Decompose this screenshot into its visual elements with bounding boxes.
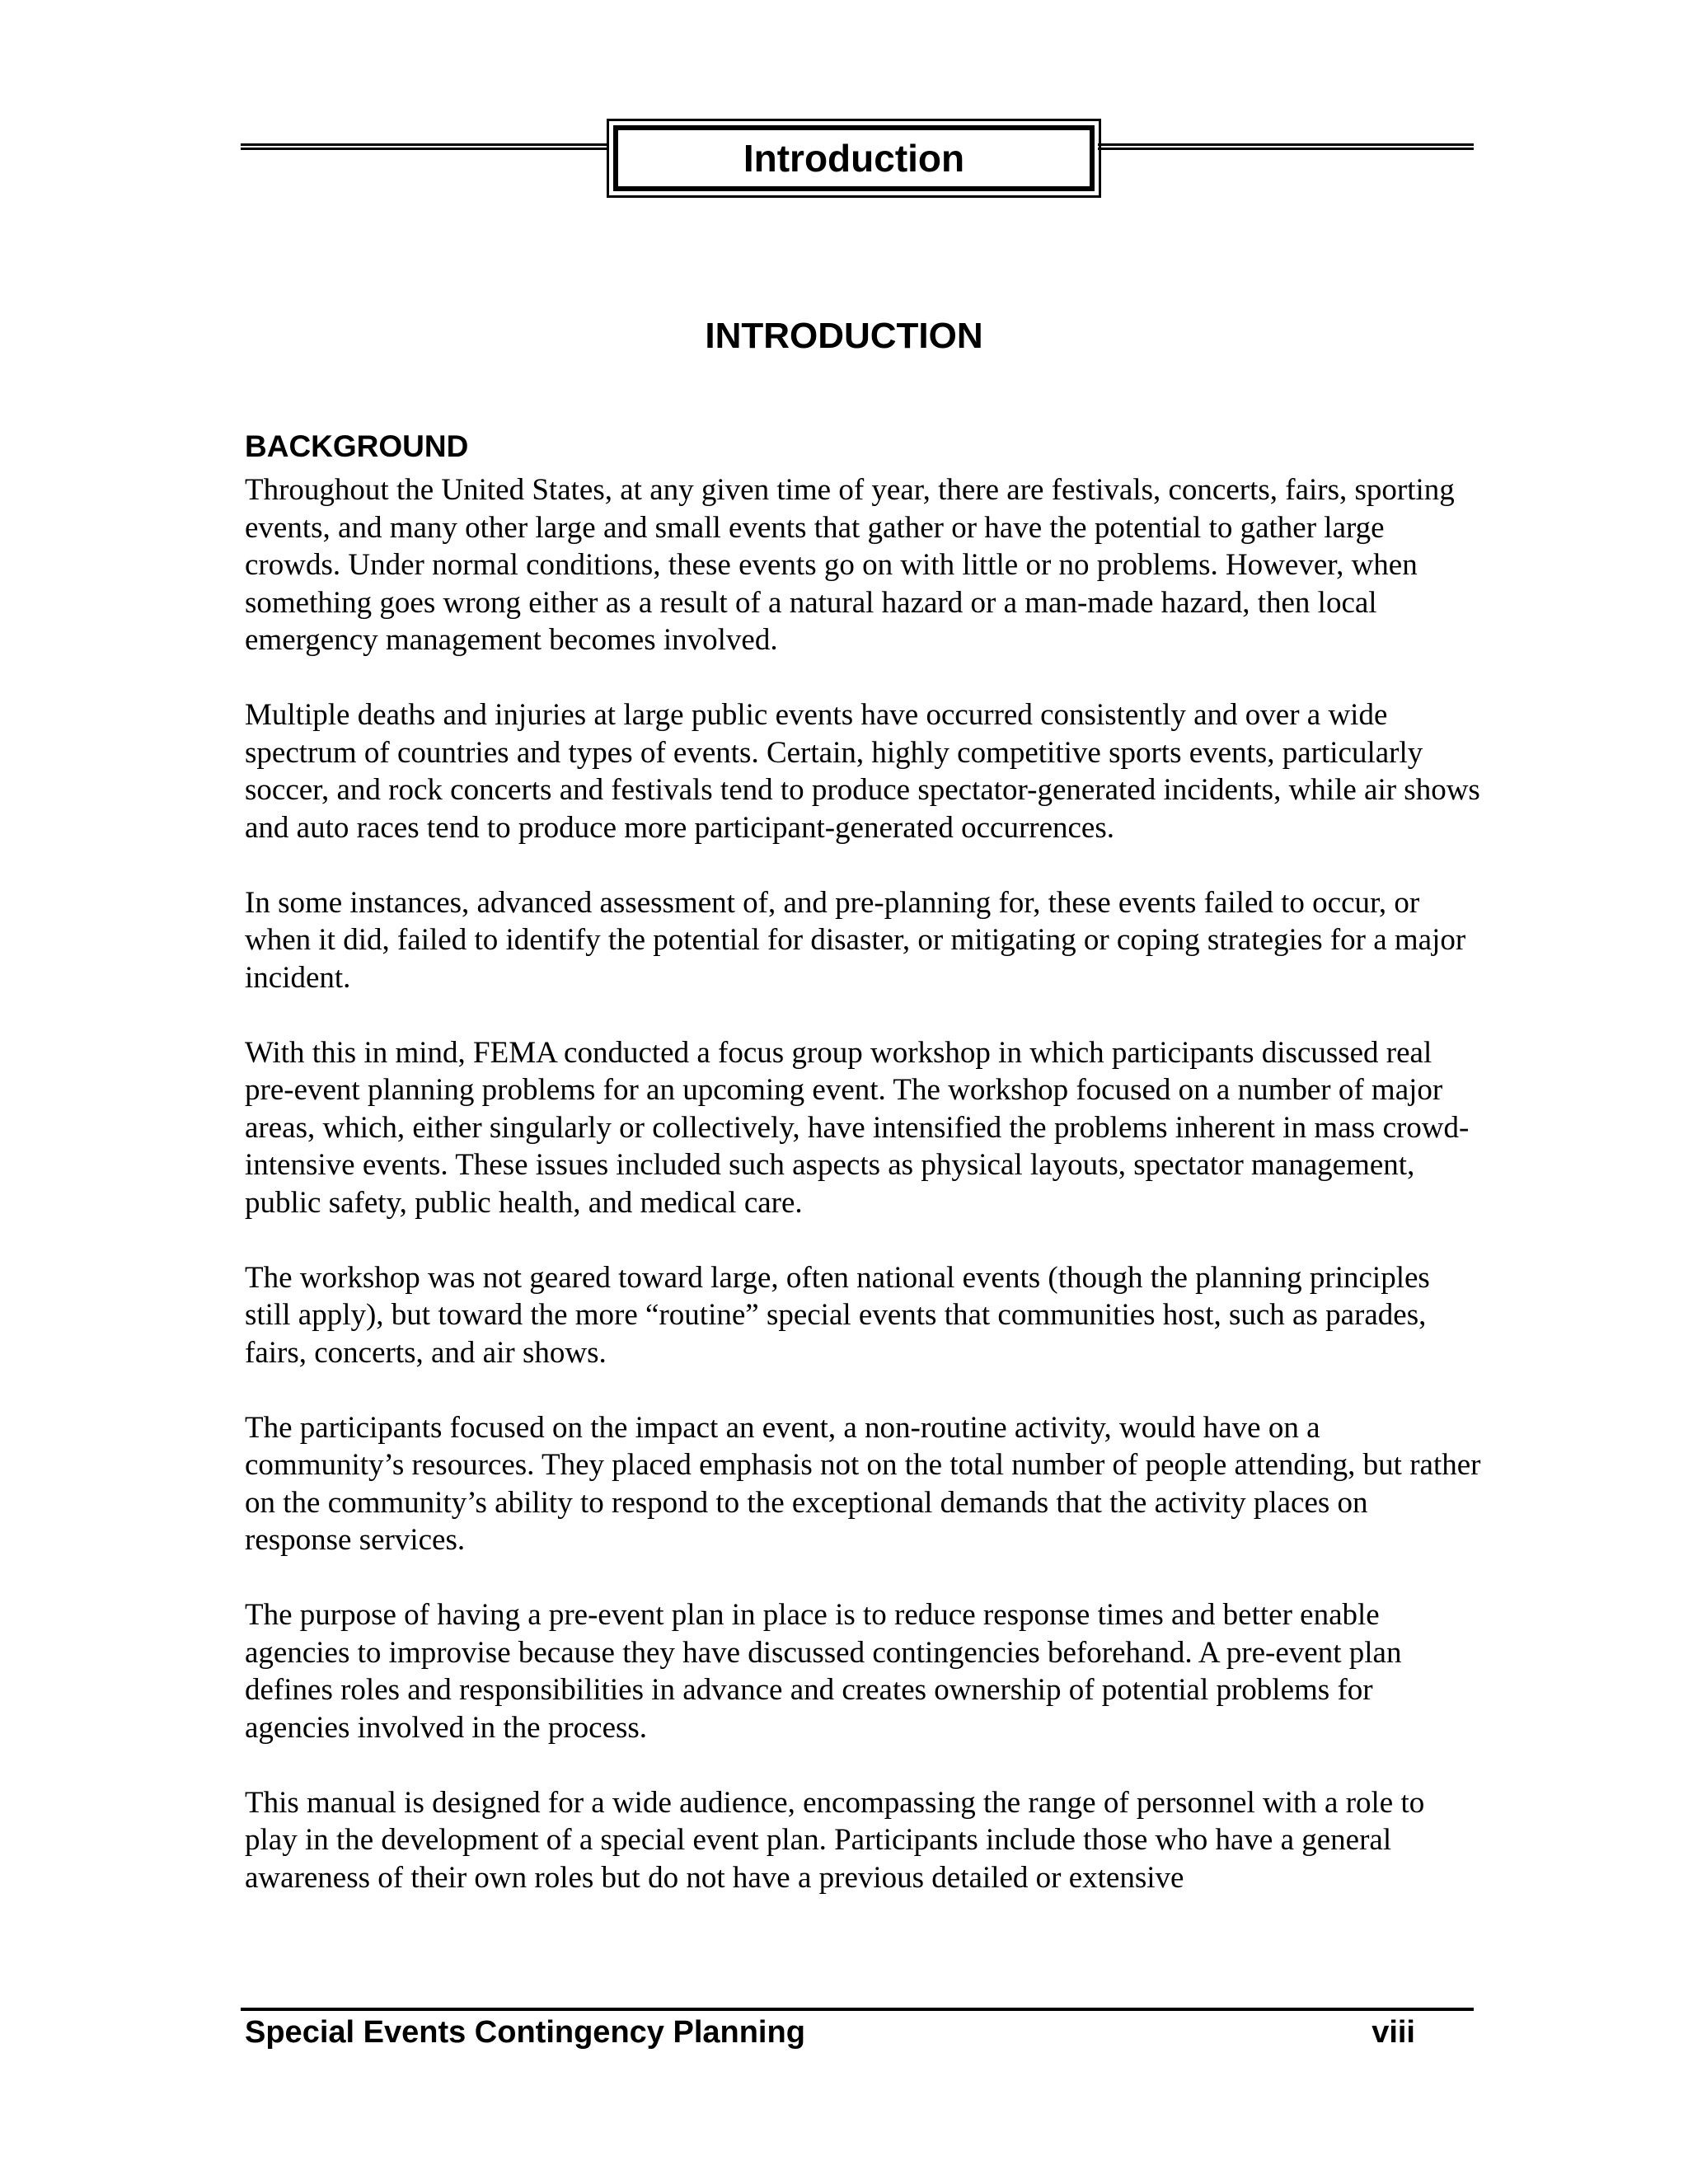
paragraph: The workshop was not geared toward large, often national events (though the planning principles still apply), but toward the more “routine” special events that communities host, such as parades, fairs, concerts, and air shows. [245, 1260, 1430, 1370]
paragraph: This manual is designed for a wide audience, encompassing the range of personnel with a role to play in the development of a special event plan. Participants include those who have a general awareness of their own roles but do not have a previous detailed or extensive [245, 1785, 1425, 1895]
paragraph: With this in mind, FEMA conducted a focus group workshop in which participants discussed real pre-event planning problems for an upcoming event. The workshop focused on a number of major areas, which, either singularly or collectively, have intensified the problems inherent in mass crowd-intensive events. These issues included such aspects as physical layouts, spectator management, public safety, public health, and medical care. [245, 1035, 1470, 1220]
page-title: INTRODUCTION [705, 316, 983, 356]
paragraph: Throughout the United States, at any given time of year, there are festivals, concerts, fairs, sporting events, and many other large and small events that gather or have the potential to gather large crowds. Under normal conditions, these events go on with little or no problems. However, when something goes wrong either as a result of a natural hazard or a man-made hazard, then local emergency management becomes involved. [245, 473, 1455, 657]
section-title-box [607, 119, 1101, 198]
paragraph: The purpose of having a pre-event plan in place is to reduce response times and better enable agencies to improvise because they have discussed contingencies beforehand. A pre-event plan defines roles and responsibilities in advance and creates ownership of potential problems for agencies involved in the process. [245, 1598, 1402, 1745]
paragraph: The participants focused on the impact an event, a non-routine activity, would have on a community’s resources. They placed emphasis not on the total number of people attending, but rather on the community’s ability to respond to the exceptional demands that the activity places on response services. [245, 1410, 1481, 1557]
footer-page-number: viii [1372, 2015, 1415, 2050]
header-rule-right [1098, 143, 1474, 150]
section-header [241, 119, 1474, 198]
paragraph: Multiple deaths and injuries at large public events have occurred consistently and over a wide spectrum of countries and types of events. Certain, highly competitive sports events, particularly soccer, and rock concerts and festivals tend to produce spectator-generated incidents, while air shows and auto races tend to produce more participant-generated occurrences. [245, 698, 1480, 845]
paragraph: In some instances, advanced assessment of, and pre-planning for, these events failed to occur, or when it did, failed to identify the potential for disaster, or mitigating or coping strategies for a major incident. [245, 885, 1466, 995]
background-heading: BACKGROUND [245, 429, 469, 463]
header-rule-left [241, 143, 608, 150]
body-text [245, 471, 1481, 1934]
section-title: Introduction [613, 125, 1095, 191]
page-footer [245, 2013, 1415, 2052]
footer-document-title: Special Events Contingency Planning [245, 2015, 805, 2050]
footer-rule [241, 2008, 1474, 2011]
